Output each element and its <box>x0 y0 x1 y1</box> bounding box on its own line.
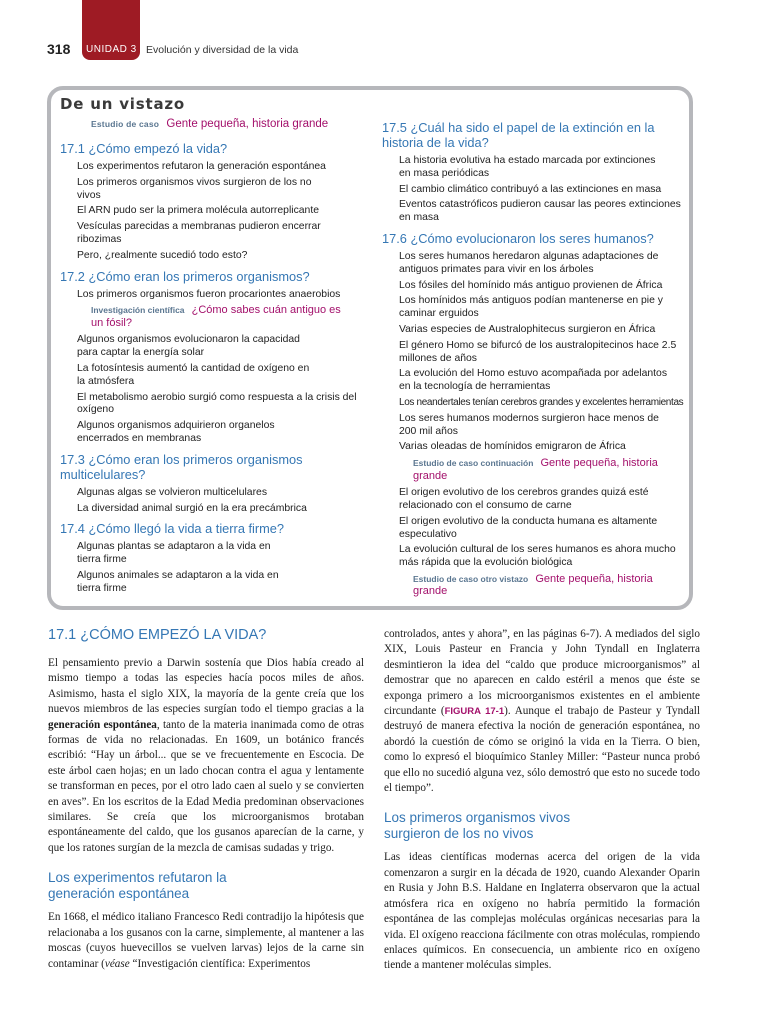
subsection-title: Los primeros organismos vivos surgieron de los no vivos <box>384 810 571 842</box>
body-left-column <box>48 627 364 972</box>
list-item: La diversidad animal surgió en la era precámbrica <box>77 502 307 514</box>
key-term: generación espontánea <box>48 718 157 731</box>
case-study-prefix: Estudio de caso <box>91 119 160 129</box>
paragraph: Las ideas científicas modernas acerca del origen de la vida comenzaron a surgir en la década de 1920, cuando Alexander Oparin en Rusia y John B.S. Haldane en Inglaterra observaron que la actual atmósfera rica en oxígeno no habría permitido la formación espontánea de las complejas moléculas orgánicas necesarias para la vida. El oxígeno reacciona fácilmente con otras moléculas, rompiendo enlaces químicos. En consecuencia, un ambiente rico en oxígeno tiende a mantener moléculas simples. <box>384 851 700 972</box>
continuation-prefix: Estudio de caso continuación <box>413 458 534 469</box>
text-run: “Investigación científica: Experimentos <box>129 957 311 970</box>
investigation-title: ¿Cómo sabes cuán antiguo es un fósil? <box>91 304 341 329</box>
list-item: La evolución del Homo estuvo acompañada por adelantos en la tecnología de herramientas <box>399 368 668 393</box>
list-item: Varias oleadas de homínidos emigraron de África <box>399 441 626 453</box>
text-run: En 1668, el médico italiano Francesco Redi contradijo la hipótesis que relacionaba a los gusanos con la carne, simplemente, al mantener a las moscas (cuyos huevecillos se vuelven larvas) lejos de la carne sin contaminar ( <box>48 911 364 970</box>
list-item: Los experimentos refutaron la generación espontánea <box>77 161 326 172</box>
section-heading-17-6[interactable]: 17.6 ¿Cómo evolucionaron los seres humanos? <box>382 230 654 246</box>
list-item: Los seres humanos modernos surgieron hace menos de 200 mil años <box>399 412 659 437</box>
list-item: Vesículas parecidas a membranas pudieron encerrar ribozimas <box>77 221 321 245</box>
page-number: 318 <box>47 41 71 57</box>
list-item: La historia evolutiva ha estado marcada por extinciones en masa periódicas <box>399 155 656 179</box>
list-item: El origen evolutivo de los cerebros grandes quizá esté relacionado con el consumo de carne <box>399 487 649 511</box>
list-item: Algunas plantas se adaptaron a la vida en tierra firme <box>77 541 271 566</box>
list-item: Los seres humanos heredaron algunas adaptaciones de antiguos primates para vivir en los árboles <box>399 250 659 275</box>
list-item: Los neandertales tenían cerebros grandes y excelentes herramientas <box>399 396 684 408</box>
text-run: ). Aunque el trabajo de Pasteur y Tyndall destruyó de manera efectiva la noción de generación espontánea, no abordó la cuestión de cómo se originó la vida en la Tierra. O bien, como lo expresó el bioquímico Stanley Miller: “Pasteur nunca probó que ello no sucedió alguna vez, sólo demostró que esto no sucede todo el tiempo”. <box>384 705 701 795</box>
section-heading-17-3[interactable]: 17.3 ¿Cómo eran los primeros organismos multicelulares? <box>60 451 303 482</box>
list-item: Los homínidos más antiguos podían mantenerse en pie y caminar erguidos <box>399 295 663 320</box>
continuation-title: Gente pequeña, historia grande <box>413 457 658 482</box>
list-item: Los primeros organismos vivos surgieron de los no vivos <box>77 176 312 201</box>
list-item: Algunos organismos adquirieron organelos encerrados en membranas <box>77 420 275 444</box>
list-item: El ARN pudo ser la primera molécula autorreplicante <box>77 205 319 217</box>
list-item: Algunos organismos evolucionaron la capacidad para captar la energía solar <box>77 334 300 359</box>
text-run: El pensamiento previo a Darwin sostenía que Dios había creado al mismo tiempo a todas las especies hacía pocos miles de años. Asimismo, hasta el siglo XIX, la mayoría de la gente creía que los nuevos miembros de las especies surgían todo el tiempo gracias a la <box>48 657 364 716</box>
italic-term: véase <box>104 957 130 970</box>
section-heading-17-4[interactable]: 17.4 ¿Cómo llegó la vida a tierra firme? <box>60 521 285 537</box>
text-run: , tanto de la materia inanimada como de otras formas de vida no relacionadas. En 1609, un botánico francés escribió: “Hay un árbol... que se ve frecuentemente en Escocia. De este árbol caen hojas; en un lado chocan contra el agua y lentamente se transforman en peces, por el otro lado caen al suelo y se convierten en aves”. En los escritos de la Edad Media predominan observaciones similares. Se creía que los microorganismos brotaban espontáneamente del caldo, que los gusanos aparecían de la carne, y que los ratones surgían de la mezcla de camisas sudadas y trigo. <box>48 718 364 854</box>
list-item: El metabolismo aerobio surgió como respuesta a la crisis del oxígeno <box>77 391 357 416</box>
case-study-link[interactable] <box>91 118 362 131</box>
another-look-prefix: Estudio de caso otro vistazo <box>413 573 529 584</box>
list-item: Eventos catastróficos pudieron causar las peores extinciones en masa <box>399 199 681 224</box>
another-look-title: Gente pequeña, historia grande <box>413 572 653 598</box>
paragraph <box>48 656 364 856</box>
list-item: Los primeros organismos fueron procariontes anaerobios <box>77 288 341 300</box>
investigation-prefix: Investigación científica <box>91 305 185 316</box>
unit-label: UNIDAD 3 <box>86 44 137 55</box>
investigation-link[interactable] <box>91 304 351 329</box>
list-item: El género Homo se bifurcó de los australopitecinos hace 2.5 millones de años <box>399 339 677 364</box>
list-item: El cambio climático contribuyó a las extinciones en masa <box>399 183 662 195</box>
section-heading-17-5[interactable]: 17.5 ¿Cuál ha sido el papel de la extinción en la historia de la vida? <box>382 120 655 150</box>
section-heading-17-2[interactable]: 17.2 ¿Cómo eran los primeros organismos? <box>60 268 310 284</box>
figure-reference[interactable]: FIGURA 17-1 <box>444 706 505 718</box>
case-study-another-look-link[interactable] <box>413 573 683 598</box>
paragraph <box>48 910 364 972</box>
glance-left-column <box>60 118 362 599</box>
page-header <box>0 0 768 60</box>
list-item: La fotosíntesis aumentó la cantidad de oxígeno en la atmósfera <box>77 362 310 387</box>
list-item: Los fósiles del homínido más antiguo provienen de África <box>399 279 663 291</box>
list-item: Pero, ¿realmente sucedió todo esto? <box>77 249 248 261</box>
section-title: 17.1 ¿CÓMO EMPEZÓ LA VIDA? <box>48 627 267 643</box>
list-item: Varias especies de Australophitecus surgieron en África <box>399 323 656 335</box>
case-study-title: Gente pequeña, historia grande <box>166 118 329 130</box>
body-right-column <box>384 627 700 974</box>
paragraph <box>384 627 700 796</box>
list-item: Algunas algas se volvieron multicelulares <box>77 486 268 498</box>
list-item: El origen evolutivo de la conducta humana es altamente especulativo <box>399 515 658 540</box>
at-a-glance-title: De un vistazo <box>60 95 186 113</box>
chapter-title: Evolución y diversidad de la vida <box>146 44 299 56</box>
glance-right-column <box>382 118 690 603</box>
list-item: La evolución cultural de los seres humanos es ahora mucho más rápida que la evolución biológica <box>399 544 676 569</box>
subsection-title: Los experimentos refutaron la generación espontánea <box>48 870 227 902</box>
text-run: controlados, antes y ahora”, en las páginas 6-7). A mediados del siglo XIX, Louis Pasteur en Francia y John Tyndall en Inglaterra desmintieron la idea del “caldo que produce microorganismos” al demostrar que no aparecen en caldo estéril a menos que éste se exponga primero a los microorganismos existentes en el ambiente circundante ( <box>384 628 700 718</box>
section-heading-17-1[interactable]: 17.1 ¿Cómo empezó la vida? <box>60 141 228 156</box>
list-item: Algunos animales se adaptaron a la vida en tierra firme <box>77 569 279 594</box>
case-study-continuation-link[interactable] <box>413 457 663 482</box>
